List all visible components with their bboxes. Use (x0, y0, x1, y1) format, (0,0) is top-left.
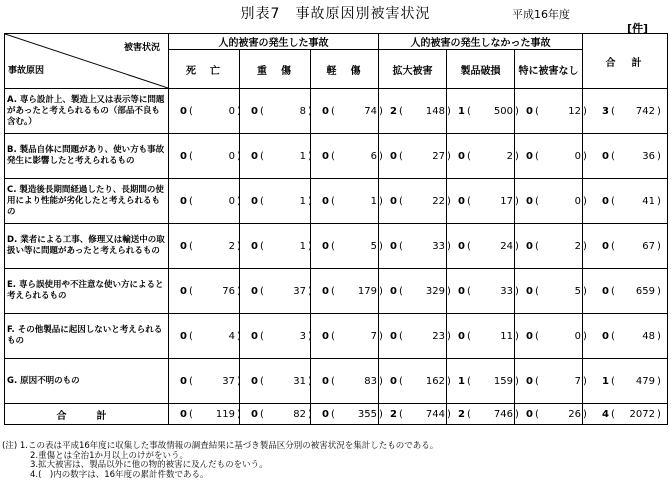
total-cell: 2 ( 744 ) (379, 404, 447, 425)
row-total-cell: 0 ( 41 ) (583, 179, 668, 224)
group-header-nonhuman: 人的被害の発生しなかった事故 (379, 34, 583, 50)
table-row (5, 269, 668, 314)
count-cell: 0 ( 3 ) (240, 314, 311, 359)
count-cell: 0 ( 37 ) (169, 359, 240, 404)
count-cell: 0 ( 0 ) (169, 179, 240, 224)
count-cell: 0 ( 0 ) (515, 179, 583, 224)
table-row (5, 179, 668, 224)
count-cell: 2 ( 148 ) (379, 89, 447, 134)
row-total-cell: 0 ( 67 ) (583, 224, 668, 269)
total-row-label: 合 計 (5, 404, 169, 425)
count-cell: 0 ( 5 ) (515, 269, 583, 314)
col-header-death: 死 亡 (169, 50, 240, 89)
count-cell: 1 ( 500 ) (447, 89, 515, 134)
unit-label: [件] (627, 20, 648, 36)
count-cell: 0 ( 1 ) (240, 224, 311, 269)
count-cell: 0 ( 27 ) (379, 134, 447, 179)
total-column-header: 合 計 (583, 34, 668, 89)
total-cell: 0 ( 119 ) (169, 404, 240, 425)
count-cell: 0 ( 0 ) (169, 134, 240, 179)
count-cell: 0 ( 7 ) (515, 359, 583, 404)
corner-top-label: 被害状況 (124, 40, 160, 53)
count-cell: 0 ( 74 ) (311, 89, 379, 134)
count-cell: 0 ( 17 ) (447, 179, 515, 224)
row-total-cell: 0 ( 36 ) (583, 134, 668, 179)
count-cell: 0 ( 1 ) (240, 134, 311, 179)
count-cell: 0 ( 1 ) (240, 179, 311, 224)
row-total-cell: 3 ( 742 ) (583, 89, 668, 134)
table-row (5, 359, 668, 404)
count-cell: 0 ( 0 ) (515, 314, 583, 359)
count-cell: 0 ( 33 ) (379, 224, 447, 269)
count-cell: 0 ( 76 ) (169, 269, 240, 314)
count-cell: 0 ( 2 ) (515, 224, 583, 269)
count-cell: 0 ( 37 ) (240, 269, 311, 314)
total-cell: 0 ( 82 ) (240, 404, 311, 425)
count-cell: 0 ( 162 ) (379, 359, 447, 404)
page-title: 別表7 事故原因別被害状況 (0, 3, 671, 23)
count-cell: 0 ( 11 ) (447, 314, 515, 359)
col-header-extended: 拡大被害 (379, 50, 447, 89)
count-cell: 0 ( 1 ) (311, 179, 379, 224)
total-cell: 2 ( 746 ) (447, 404, 515, 425)
footnote: (注) 1.この表は平成16年度に収集した事故情報の調査結果に基づき製品区分別の被害状況を集計したものである。 (2, 442, 669, 452)
count-cell: 0 ( 23 ) (379, 314, 447, 359)
count-cell: 0 ( 4 ) (169, 314, 240, 359)
group-header-human: 人的被害の発生した事故 (169, 34, 379, 50)
col-header-no-damage: 特に被害なし (515, 50, 583, 89)
count-cell: 0 ( 31 ) (240, 359, 311, 404)
count-cell: 0 ( 33 ) (447, 269, 515, 314)
table-row (5, 224, 668, 269)
col-header-product-damage: 製品破損 (447, 50, 515, 89)
col-header-minor: 軽 傷 (311, 50, 379, 89)
row-total-cell: 1 ( 479 ) (583, 359, 668, 404)
count-cell: 0 ( 329 ) (379, 269, 447, 314)
row-cause-label: D. 業者による工事、修理又は輸送中の取扱い等に問題があったと考えられるもの (5, 224, 169, 269)
table-row (5, 314, 668, 359)
footnote: 4.( )内の数字は、16年度の累計件数である。 (2, 471, 669, 480)
table-row (5, 134, 668, 179)
count-cell: 1 ( 159 ) (447, 359, 515, 404)
count-cell: 0 ( 6 ) (311, 134, 379, 179)
total-cell: 0 ( 26 ) (515, 404, 583, 425)
count-cell: 0 ( 5 ) (311, 224, 379, 269)
count-cell: 0 ( 2 ) (169, 224, 240, 269)
corner-bottom-label: 事故原因 (8, 63, 44, 76)
total-cell: 0 ( 355 ) (311, 404, 379, 425)
count-cell: 0 ( 8 ) (240, 89, 311, 134)
accident-cause-table (4, 33, 668, 425)
count-cell: 0 ( 7 ) (311, 314, 379, 359)
count-cell: 0 ( 12 ) (515, 89, 583, 134)
row-cause-label: C. 製造後長期間経過したり、長期間の使用により性能が劣化したと考えられるもの (5, 179, 169, 224)
count-cell: 0 ( 0 ) (169, 89, 240, 134)
footnote: 2.重傷とは全治1か月以上のけがをいう。 (2, 452, 669, 462)
grand-total-cell: 4 ( 2072 ) (583, 404, 668, 425)
fiscal-year-label: 平成16年度 (512, 6, 570, 22)
count-cell: 0 ( 0 ) (515, 134, 583, 179)
row-cause-label: B. 製品自体に問題があり、使い方も事故発生に影響したと考えられるもの (5, 134, 169, 179)
row-cause-label: E. 専ら誤使用や不注意な使い方によると考えられるもの (5, 269, 169, 314)
row-total-cell: 0 ( 659 ) (583, 269, 668, 314)
corner-header-cell (5, 34, 169, 89)
footnote: 3.拡大被害は、製品以外に他の物的被害に及んだものをいう。 (2, 461, 669, 471)
footnotes (2, 442, 669, 480)
count-cell: 0 ( 24 ) (447, 224, 515, 269)
count-cell: 0 ( 22 ) (379, 179, 447, 224)
row-cause-label: G. 原因不明のもの (5, 359, 169, 404)
count-cell: 0 ( 179 ) (311, 269, 379, 314)
row-cause-label: A. 専ら設計上、製造上又は表示等に問題があったと考えられるもの（部品不良も含む。） (5, 89, 169, 134)
row-cause-label: F. その他製品に起因しないと考えられるもの (5, 314, 169, 359)
count-cell: 0 ( 83 ) (311, 359, 379, 404)
col-header-serious: 重 傷 (240, 50, 311, 89)
count-cell: 0 ( 2 ) (447, 134, 515, 179)
row-total-cell: 0 ( 48 ) (583, 314, 668, 359)
table-row (5, 89, 668, 134)
